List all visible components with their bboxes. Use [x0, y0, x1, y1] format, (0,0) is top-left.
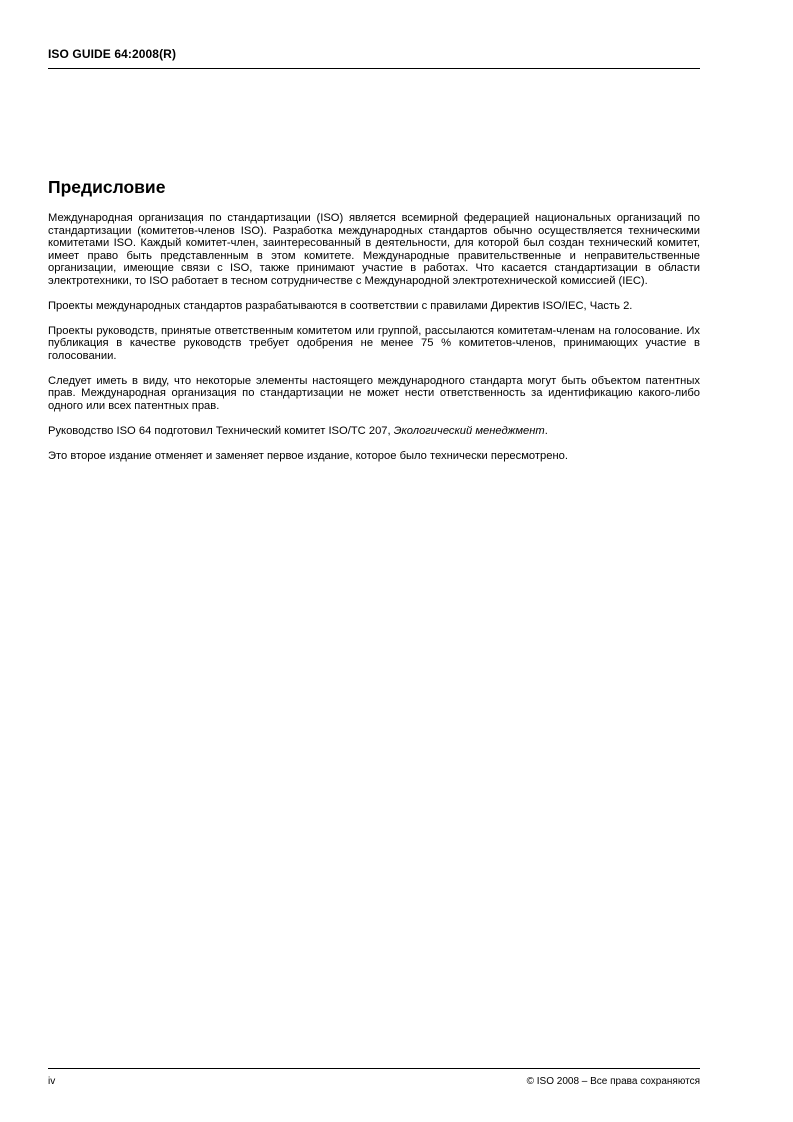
paragraph-guide-prepared [48, 425, 700, 438]
paragraph-iso-intro: Международная организация по стандартизации (ISO) является всемирной федерацией национальных организаций по стандартизации (комитетов-членов ISO). Разработка международных стандартов обычно осуществляется техническими комитетами ISO. Каждый комитет-член, заинтересованный в деятельности, для которой был создан технический комитет, имеет право быть представленным в этом комитете. Международные правительственные и неправительственные организации, имеющие связи с ISO, также принимают участие в работах. Что касается стандартизации в области электротехники, то ISO работает в тесном сотрудничестве с Международной электротехнической комиссией (IEC). [48, 212, 700, 287]
foreword-section [48, 175, 700, 475]
paragraph-voting: Проекты руководств, принятые ответственным комитетом или группой, рассылаются комитетам-членам на голосование. Их публикация в качестве руководств требует одобрения не менее 75 % комитетов-членов, принимающих участие в голосовании. [48, 324, 700, 362]
paragraph-edition-note: Это второе издание отменяет и заменяет первое издание, которое было технически пересмотрено. [48, 449, 568, 462]
guide-statement-prefix: Руководство ISO 64 подготовил Технический комитет ISO/TC 207, [48, 424, 394, 437]
copyright-notice: © ISO 2008 – Все права сохраняются [526, 1076, 700, 1087]
document-title: ISO GUIDE 64:2008(R) [48, 47, 177, 61]
paragraph-patents: Следует иметь в виду, что некоторые элементы настоящего международного стандарта могут быть объектом патентных прав. Международная организация по стандартизации не может нести ответственность за идентификацию какого-либо одного или всех патентных прав. [48, 374, 700, 412]
page-number: iv [48, 1076, 56, 1087]
page-header [48, 46, 700, 69]
guide-statement-suffix: . [544, 424, 548, 437]
paragraph-directives: Проекты международных стандартов разрабатываются в соответствии с правилами Директив ISO/IEC, Часть 2. [48, 299, 633, 312]
committee-name: Экологический менеджмент [393, 424, 545, 437]
section-heading: Предисловие [48, 177, 166, 197]
page-footer [48, 1068, 700, 1093]
